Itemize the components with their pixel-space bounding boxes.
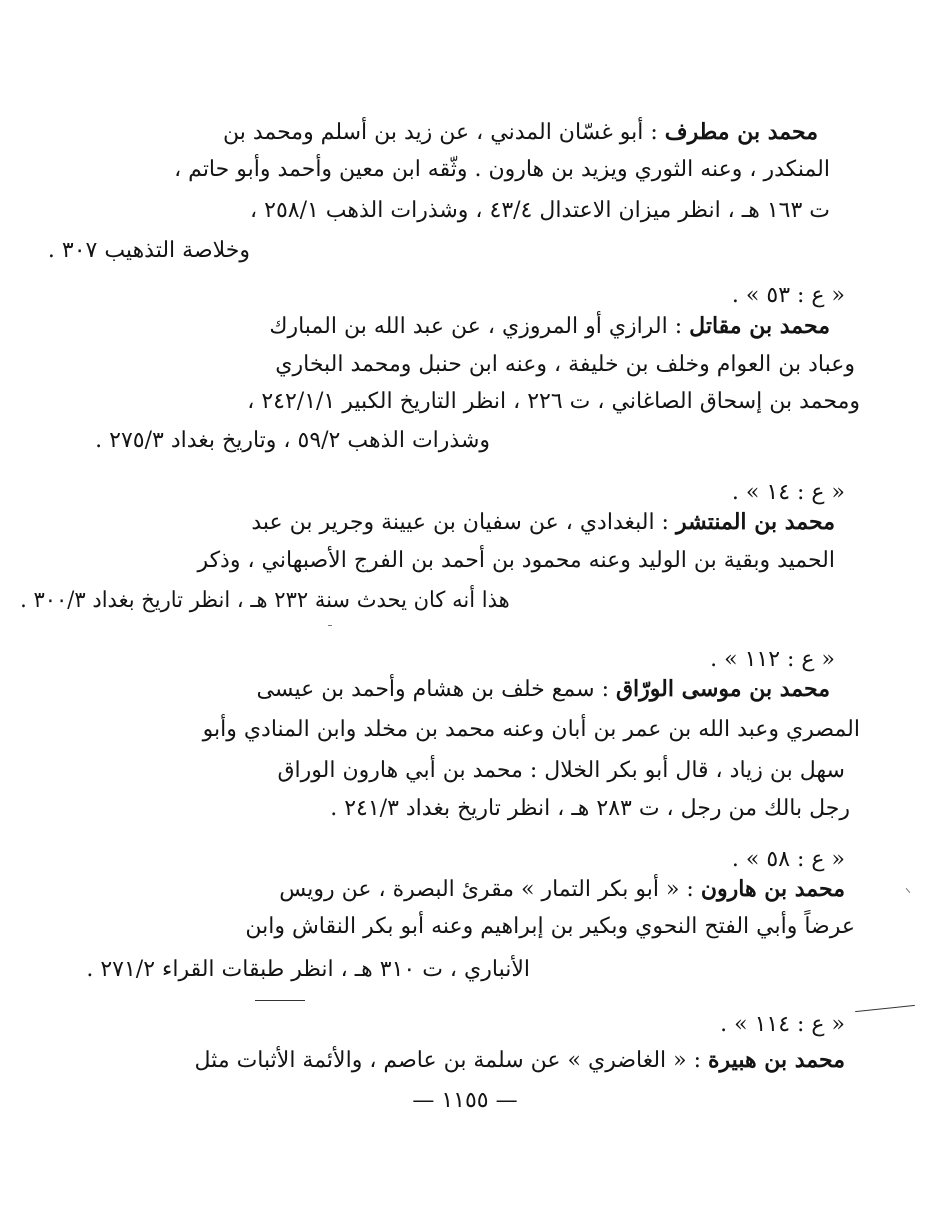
entry-reference: « ع : ٥٣ » .	[731, 283, 845, 308]
entry-reference: « ع : ١٤ » .	[731, 480, 845, 505]
entry-reference: « ع : ٥٨ » .	[731, 847, 845, 872]
text-line	[86, 955, 530, 985]
text-line	[330, 794, 850, 824]
entry-name: محمد بن مقاتل	[689, 313, 830, 339]
entry-reference: « ع : ١١٤ » .	[720, 1012, 845, 1037]
entry-name: محمد بن موسى الورّاق	[615, 676, 830, 702]
entry-text: المنكدر ، وعنه الثوري ويزيد بن هارون . وثّقه ابن معين وأحمد وأبو حاتم ،	[174, 157, 830, 182]
entry-text: : أبو غسّان المدني ، عن زيد بن أسلم ومحمد بن	[222, 120, 665, 145]
entry-text: رجل بالك من رجل ، ت ٢٨٣ هـ ، انظر تاريخ بغداد ٢٤١/٣ .	[330, 796, 850, 821]
text-line	[245, 912, 855, 942]
entry-text: : الرازي أو المروزي ، عن عبد الله بن المبارك	[269, 314, 690, 339]
entry-text: عرضاً وأبي الفتح النحوي وبكير بن إبراهيم وعنه أبو بكر النقاش وابن	[245, 914, 855, 939]
entry-text: وخلاصة التذهيب ٣٠٧ .	[47, 238, 250, 263]
text-line	[223, 117, 818, 147]
entry-name: محمد بن مطرف	[664, 119, 818, 145]
underline-mark	[255, 1000, 305, 1001]
entry-text: : سمع خلف بن هشام وأحمد بن عيسى	[256, 677, 616, 702]
margin-tick	[906, 888, 911, 893]
entry-reference: « ع : ١١٢ » .	[710, 647, 835, 672]
entry-text: الأنباري ، ت ٣١٠ هـ ، انظر طبقات القراء ٢٧١/٢ .	[86, 957, 530, 982]
entry-text: وشذرات الذهب ٥٩/٢ ، وتاريخ بغداد ٢٧٥/٣ .	[95, 428, 490, 453]
text-line	[20, 586, 510, 616]
entry-text: : البغدادي ، عن سفيان بن عيينة وجرير بن عبد	[251, 510, 676, 535]
text-line	[275, 350, 855, 380]
margin-tick	[328, 625, 332, 626]
entry-text: ومحمد بن إسحاق الصاغاني ، ت ٢٢٦ ، انظر التاريخ الكبير ٢٤٢/١/١ ،	[247, 389, 860, 414]
text-line	[251, 507, 835, 537]
text-line	[174, 155, 830, 185]
entry-name: محمد بن المنتشر	[675, 509, 835, 535]
entry-text: : « أبو بكر التمار » مقرئ البصرة ، عن رويس	[279, 877, 701, 902]
entry-text: : « الغاضري » عن سلمة بن عاصم ، والأئمة الأثبات مثل	[194, 1048, 709, 1073]
text-line	[250, 196, 830, 226]
margin-stroke	[855, 1005, 915, 1012]
text-line	[279, 874, 845, 904]
text-line	[197, 546, 835, 576]
entry-name: محمد بن هارون	[700, 876, 845, 902]
text-line	[195, 1045, 845, 1075]
entry-text: المصري وعبد الله بن عمر بن أبان وعنه محمد بن مخلد وابن المنادي وأبو	[202, 717, 860, 742]
entry-text: سهل بن زياد ، قال أبو بكر الخلال : محمد بن أبي هارون الوراق	[277, 758, 845, 783]
text-line	[95, 426, 490, 456]
entry-text: وعباد بن العوام وخلف بن خليفة ، وعنه ابن حنبل ومحمد البخاري	[275, 352, 855, 377]
entry-text: هذا أنه كان يحدث سنة ٢٣٢ هـ ، انظر تاريخ بغداد ٣٠٠/٣ .	[20, 588, 510, 613]
text-line	[48, 236, 250, 266]
page-number: — ١١٥٥ —	[412, 1088, 518, 1113]
text-line	[247, 387, 860, 417]
text-line	[269, 311, 830, 341]
entry-text: الحميد وبقية بن الوليد وعنه محمود بن أحمد بن الفرج الأصبهاني ، وذكر	[197, 548, 835, 573]
text-line	[277, 756, 845, 786]
text-line	[256, 674, 830, 704]
entry-name: محمد بن هبيرة	[708, 1047, 845, 1073]
entry-text: ت ١٦٣ هـ ، انظر ميزان الاعتدال ٤٣/٤ ، وشذرات الذهب ٢٥٨/١ ،	[250, 198, 830, 223]
text-line	[203, 715, 860, 745]
